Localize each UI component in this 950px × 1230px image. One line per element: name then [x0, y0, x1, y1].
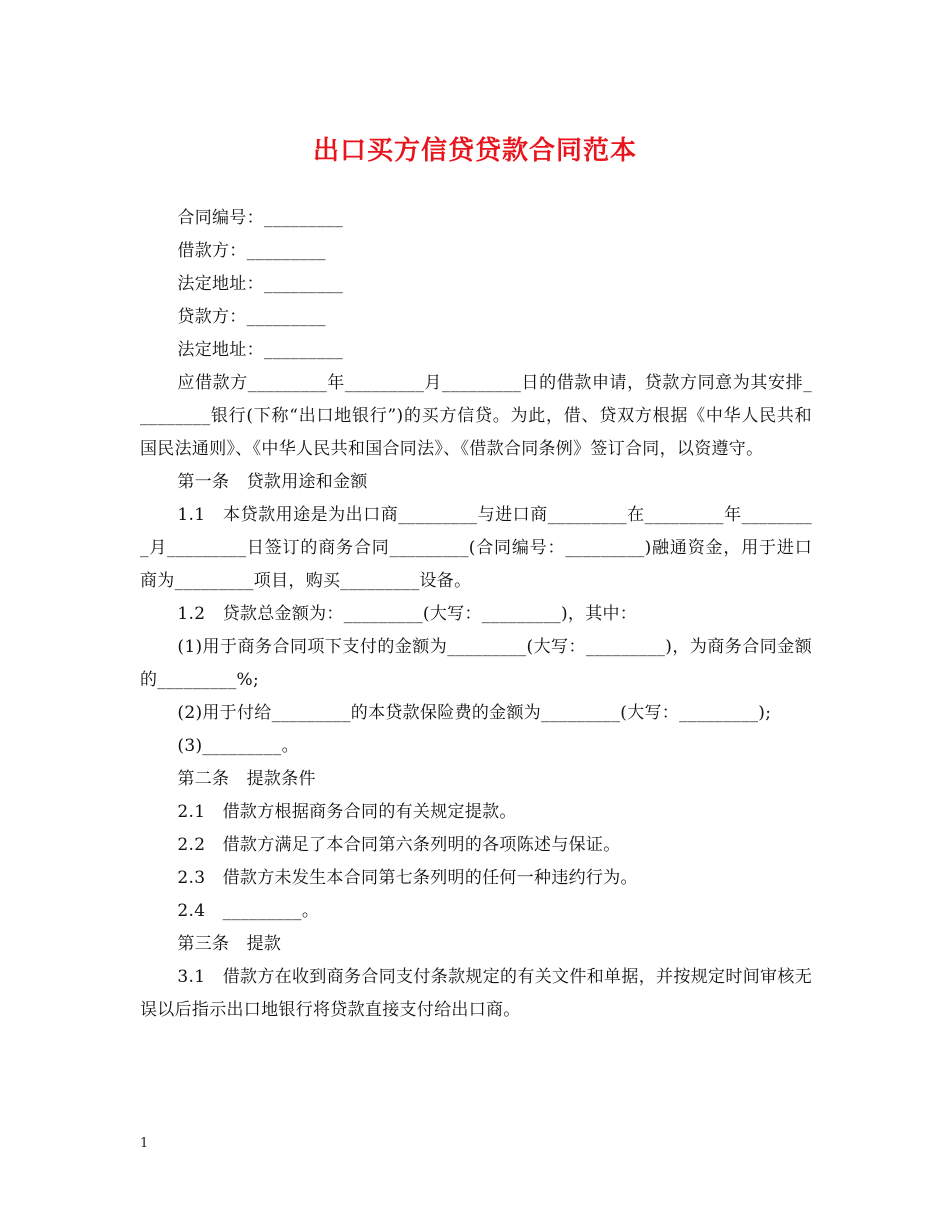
- document-title: 出口买方信贷贷款合同范本: [312, 136, 637, 166]
- article-3-heading: 第三条 提款: [177, 934, 282, 954]
- clause-2-4: 2.4 _________。: [177, 901, 320, 921]
- document-body: [140, 202, 812, 1027]
- clause-2-2: 2.2 借款方满足了本合同第六条列明的各项陈述与保证。: [177, 835, 621, 855]
- clause-1-1: 1.1 本贷款用途是为出口商_________与进口商_________在_________年_________月_________日签订的商务合同_________(合同编号：_________)融通资金，用于进口商为_________项目，购买_________设备。: [140, 505, 812, 591]
- clause-2-3: 2.3 借款方未发生本合同第七条列明的任何一种违约行为。: [177, 868, 638, 888]
- clause-2-1: 2.1 借款方根据商务合同的有关规定提款。: [177, 802, 517, 822]
- article-1-heading: 第一条 贷款用途和金额: [177, 472, 368, 492]
- article-2-heading: 第二条 提款条件: [177, 769, 316, 789]
- page-number: 1: [140, 1136, 149, 1151]
- borrower-address-line: 法定地址：_________: [177, 274, 344, 294]
- borrower-line: 借款方：_________: [177, 241, 326, 261]
- clause-1-2: 1.2 贷款总金额为：_________(大写：_________)，其中：: [177, 604, 638, 624]
- clause-3-1: 3.1 借款方在收到商务合同支付条款规定的有关文件和单据，并按规定时间审核无误以后指示出口地银行将贷款直接支付给出口商。: [140, 967, 812, 1020]
- clause-1-2-item-3: (3)_________。: [177, 736, 299, 756]
- lender-address-line: 法定地址：_________: [177, 340, 344, 360]
- contract-number-line: 合同编号：_________: [177, 208, 344, 228]
- lender-line: 贷款方：_________: [177, 307, 326, 327]
- clause-1-2-item-1: (1)用于商务合同项下支付的金额为_________(大写：_________)，为商务合同金额的_________%;: [140, 637, 812, 690]
- preamble-paragraph: 应借款方_________年_________月_________日的借款申请，贷款方同意为其安排_________银行(下称“出口地银行”)的买方信贷。为此，借、贷双方根据《中华人民共和国民法通则》、《中华人民共和国合同法》、《借款合同条例》签订合同，以资遵守。: [140, 373, 812, 459]
- clause-1-2-item-2: (2)用于付给_________的本贷款保险费的金额为_________(大写：_________);: [177, 703, 772, 723]
